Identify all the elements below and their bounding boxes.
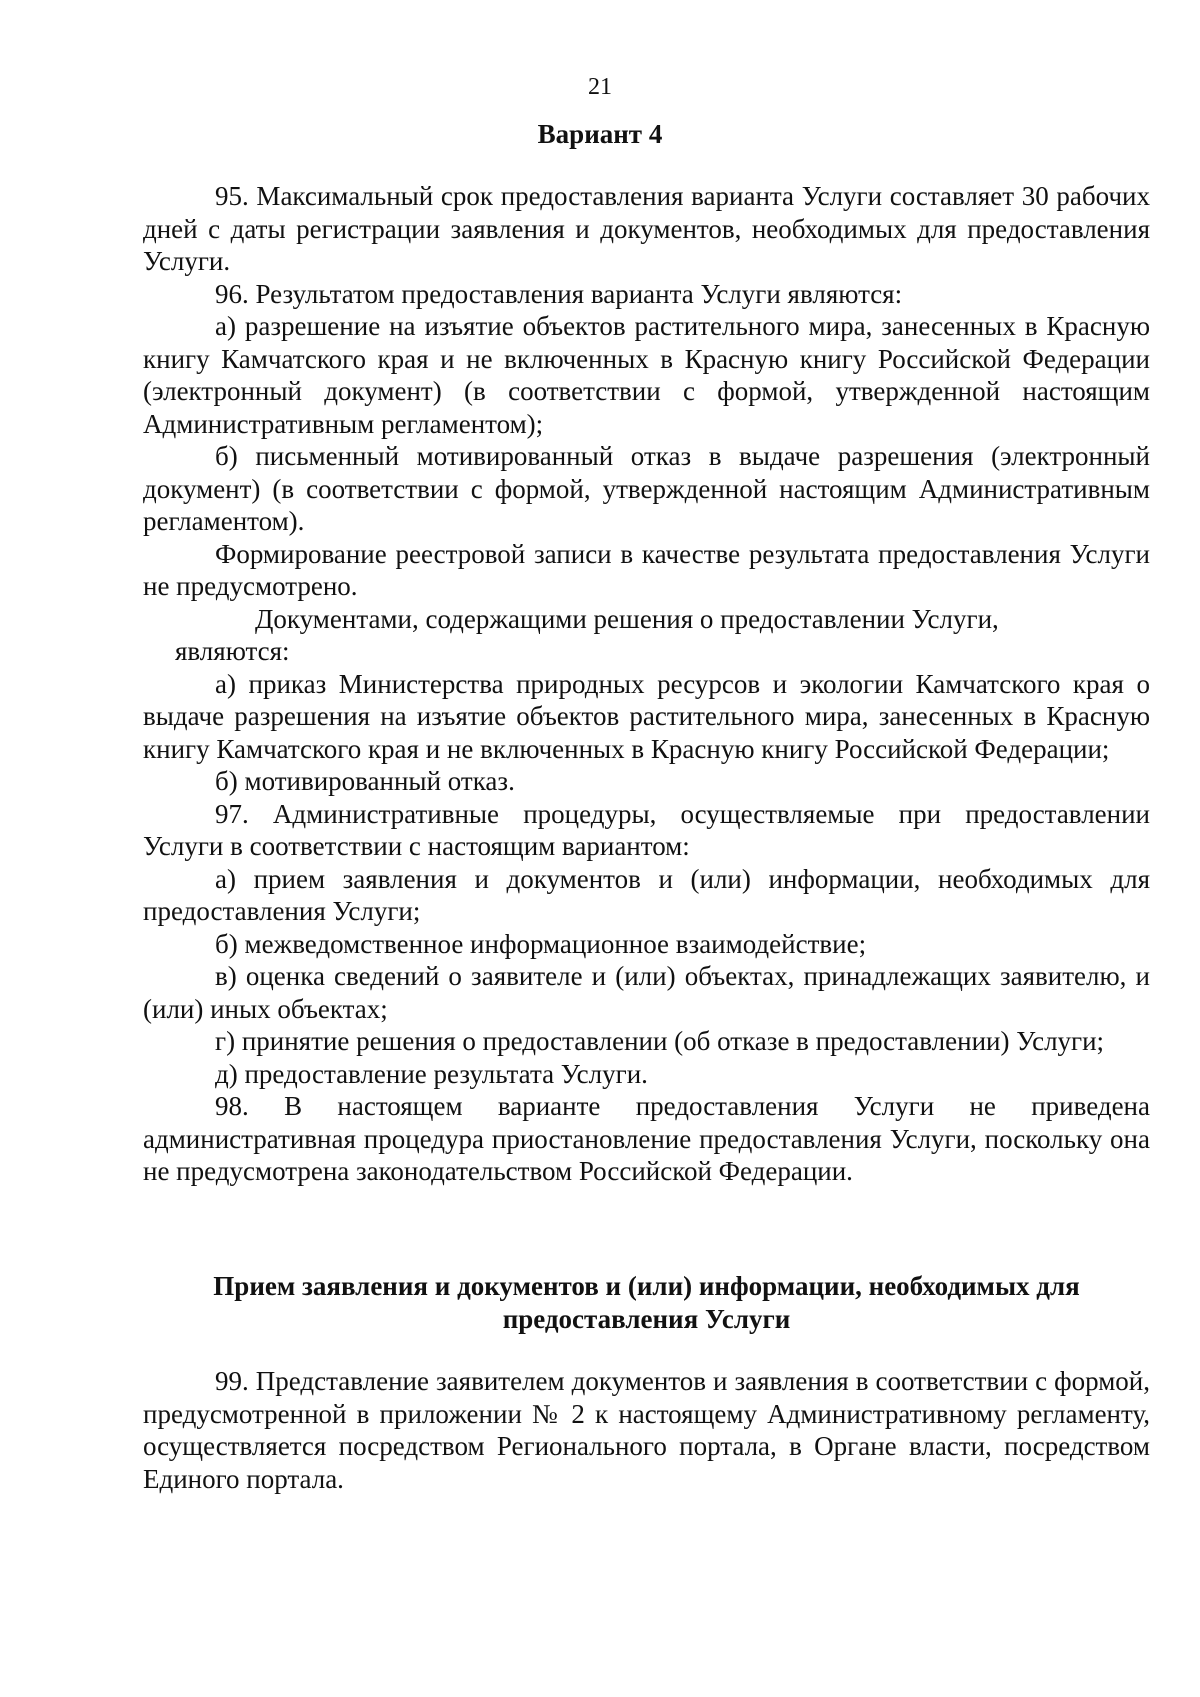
body-text-lower [143,1365,1150,1495]
paragraph-97-a: а) прием заявления и документов и (или) информации, необходимых для предоставления Услуги; [143,863,1150,926]
paragraph-98: 98. В настоящем варианте предоставления Услуги не приведена административная процедура приостановление предоставления Услуги, поскольку она не предусмотрена законодательством Российской Федерации. [143,1091,1150,1186]
paragraph-97: 97. Административные процедуры, осуществляемые при предоставлении Услуги в соответствии с настоящим вариантом: [143,798,1150,861]
paragraph-registry-note: Формирование реестровой записи в качестве результата предоставления Услуги не предусмотрено. [143,538,1150,601]
page-title: Вариант 4 [537,119,663,149]
paragraph-96: 96. Результатом предоставления варианта Услуги являются: [215,278,903,309]
body-text-upper [143,180,1150,1188]
section-heading-line-2: предоставления Услуги [502,1303,791,1334]
paragraph-96-b: б) письменный мотивированный отказ в выдаче разрешения (электронный документ) (в соответствии с формой, утвержденной настоящим Административным регламентом). [143,441,1150,536]
section-heading [143,1270,1150,1335]
page-number: 21 [588,74,612,100]
paragraph-96-a: а) разрешение на изъятие объектов растительного мира, занесенных в Красную книгу Камчатского края и не включенных в Красную книгу Российской Федерации (электронный документ) (в соответствии с формой, утвержденной настоящим Административным регламентом); [143,311,1150,439]
paragraph-99: 99. Представление заявителем документов и заявления в соответствии с формой, предусмотренной в приложении № 2 к настоящему Административному регламенту, осуществляется посредством Регионального портала, в Органе власти, посредством Единого портала. [143,1366,1150,1494]
paragraph-documents-intro-cont: являются: [175,636,290,666]
paragraph-95: 95. Максимальный срок предоставления варианта Услуги составляет 30 рабочих дней с даты регистрации заявления и документов, необходимых для предоставления Услуги. [143,181,1150,276]
paragraph-documents-b: б) мотивированный отказ. [215,766,515,796]
paragraph-97-d: д) предоставление результата Услуги. [215,1058,648,1089]
paragraph-97-g: г) принятие решения о предоставлении (об отказе в предоставлении) Услуги; [215,1026,1105,1056]
paragraph-97-b: б) межведомственное информационное взаимодействие; [215,928,867,959]
paragraph-documents-a: а) приказ Министерства природных ресурсов и экологии Камчатского края о выдаче разрешения на изъятие объектов растительного мира, занесенных в Красную книгу Камчатского края и не включенных в Красную книгу Российской Федерации; [143,668,1150,764]
paragraph-97-v: в) оценка сведений о заявителе и (или) объектах, принадлежащих заявителю, и (или) иных объектах; [143,961,1150,1024]
section-heading-line-1: Прием заявления и документов и (или) информации, необходимых для [213,1271,1080,1301]
paragraph-documents-intro: Документами, содержащими решения о предоставлении Услуги, [255,603,999,634]
